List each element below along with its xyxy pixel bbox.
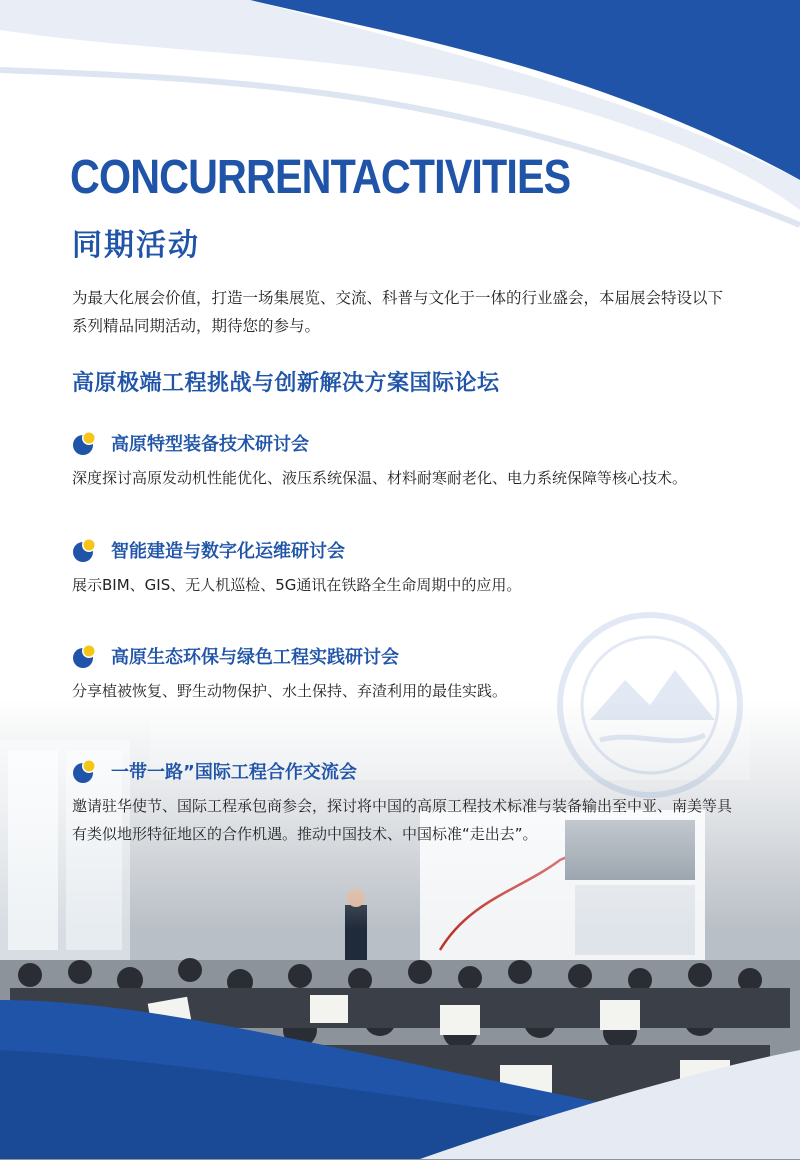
chinese-title: 同期活动	[72, 228, 200, 263]
half-moon-bullet-icon	[72, 537, 98, 563]
forum-title: 高原极端工程挑战与创新解决方案国际论坛	[72, 371, 500, 396]
activity-title: 高原特型装备技术研讨会	[111, 434, 309, 455]
half-moon-bullet-icon	[72, 758, 98, 784]
activity-title: 高原生态环保与绿色工程实践研讨会	[111, 647, 399, 668]
activity-description: 深度探讨高原发动机性能优化、液压系统保温、材料耐寒耐老化、电力系统保障等核心技术。	[72, 469, 688, 487]
activity-item	[72, 537, 762, 599]
intro-paragraph: 为最大化展会价值，打造一场集展览、交流、科普与文化于一体的行业盛会，本届展会特设以下系列精品同期活动，期待您的参与。	[72, 289, 724, 335]
activity-description: 分享植被恢复、野生动物保护、水土保持、弃渣利用的最佳实践。	[72, 682, 508, 700]
half-moon-bullet-icon	[72, 643, 98, 669]
activity-description: 展示BIM、GIS、无人机巡检、5G通讯在铁路全生命周期中的应用。	[72, 576, 522, 594]
english-title: CONCURRENTACTIVITIES	[70, 151, 571, 204]
activity-item	[72, 430, 762, 492]
activity-item	[72, 643, 762, 705]
activity-item	[72, 758, 762, 848]
activity-description: 邀请驻华使节、国际工程承包商参会，探讨将中国的高原工程技术标准与装备输出至中亚、南美等具有类似地形特征地区的合作机遇。推动中国技术、中国标准“走出去”。	[72, 797, 733, 843]
half-moon-bullet-icon	[72, 430, 98, 456]
activity-title: 一带一路”国际工程合作交流会	[111, 762, 357, 783]
activity-title: 智能建造与数字化运维研讨会	[111, 541, 345, 562]
